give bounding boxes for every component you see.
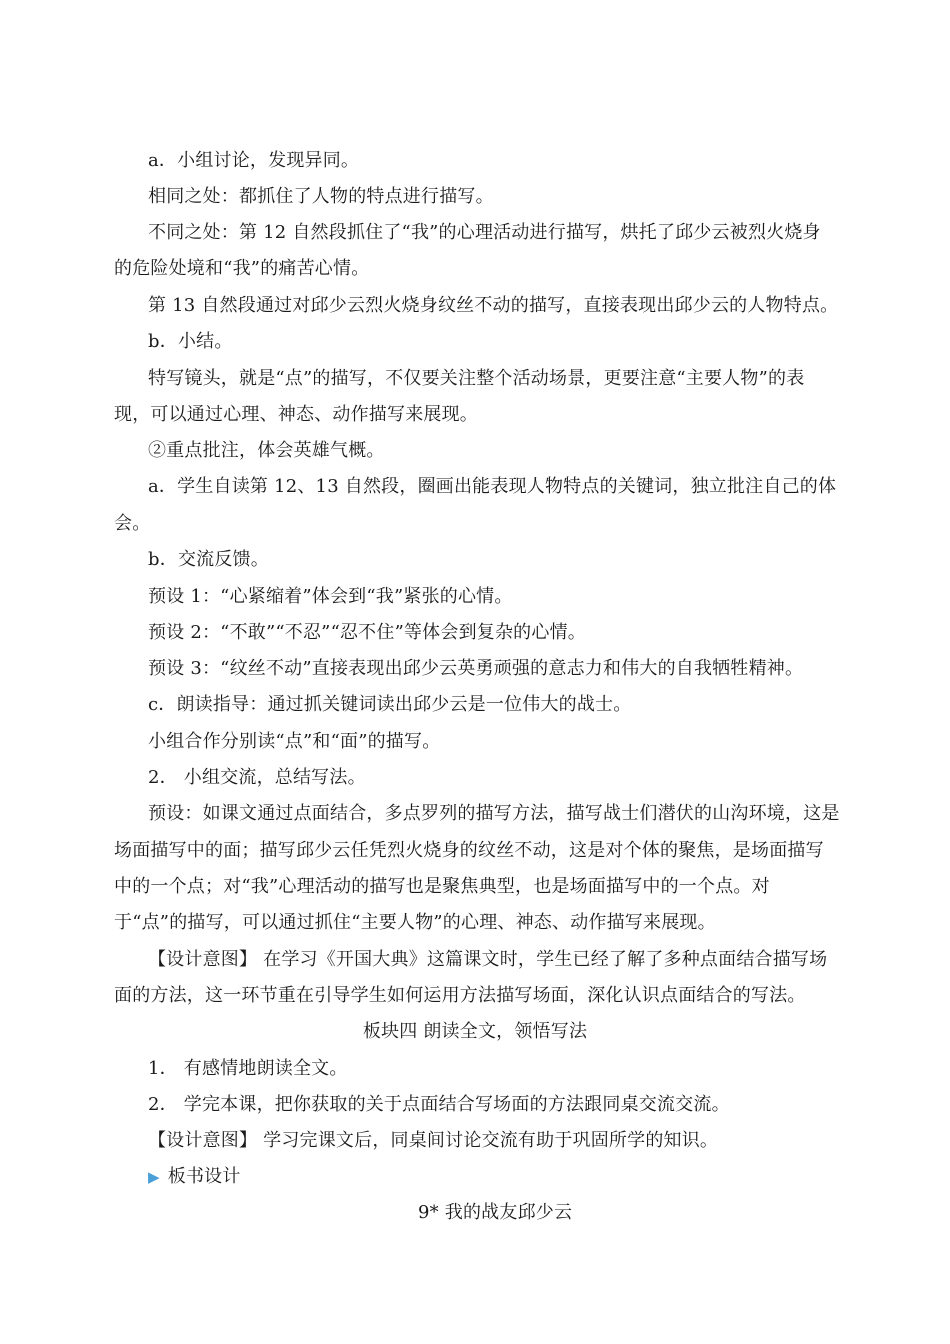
paragraph-line: 于“点”的描写，可以通过抓住“主要人物”的心理、神态、动作描写来展现。	[114, 912, 716, 933]
design-intent-line: 【设计意图】 学习完课文后，同桌间讨论交流有助于巩固所学的知识。	[148, 1130, 719, 1151]
paragraph-line: c．朗读指导：通过抓关键词读出邱少云是一位伟大的战士。	[148, 694, 632, 715]
paragraph-line: b．交流反馈。	[148, 549, 269, 570]
paragraph-line: 现，可以通过心理、神态、动作描写来展现。	[114, 404, 478, 425]
paragraph-line: 第 13 自然段通过对邱少云烈火烧身纹丝不动的描写，直接表现出邱少云的人物特点。	[148, 295, 839, 316]
paragraph-line: b．小结。	[148, 331, 233, 352]
paragraph-line: 预设 2：“不敢”“不忍”“忍不住”等体会到复杂的心情。	[148, 622, 586, 643]
paragraph-line: 面的方法，这一环节重在引导学生如何运用方法描写场面，深化认识点面结合的写法。	[114, 985, 806, 1006]
paragraph-line: a．学生自读第 12、13 自然段，圈画出能表现人物特点的关键词，独立批注自己的体	[148, 476, 837, 497]
paragraph-line: 1． 有感情地朗读全文。	[148, 1058, 348, 1079]
section-heading: 板块四 朗读全文，领悟写法	[362, 1021, 588, 1042]
board-design-heading	[148, 1164, 864, 1190]
paragraph-line: 特写镜头，就是“点”的描写，不仅要关注整个活动场景，更要注意“主要人物”的表	[148, 368, 805, 389]
lesson-title: 9* 我的战友邱少云	[418, 1202, 573, 1223]
paragraph-line: a．小组讨论，发现异同。	[148, 150, 360, 171]
design-intent-line: 【设计意图】 在学习《开国大典》这篇课文时，学生已经了解了多种点面结合描写场	[148, 949, 828, 970]
paragraph-line: 的危险处境和“我”的痛苦心情。	[114, 258, 370, 279]
paragraph-line: 2． 学完本课，把你获取的关于点面结合写场面的方法跟同桌交流交流。	[148, 1094, 730, 1115]
paragraph-line: 相同之处：都抓住了人物的特点进行描写。	[148, 186, 494, 207]
paragraph-line: 预设 1：“心紧缩着”体会到“我”紧张的心情。	[148, 586, 513, 607]
paragraph-line: ②重点批注，体会英雄气概。	[148, 440, 385, 461]
paragraph-line: 预设：如课文通过点面结合，多点罗列的描写方法，描写战士们潜伏的山沟环境，这是	[148, 803, 840, 824]
paragraph-line: 2． 小组交流，总结写法。	[148, 767, 366, 788]
paragraph-line: 会。	[114, 513, 151, 534]
triangle-right-icon: ▶	[148, 1168, 160, 1186]
board-design-label: 板书设计	[167, 1166, 241, 1187]
paragraph-line: 小组合作分别读“点”和“面”的描写。	[148, 731, 441, 752]
paragraph-line: 中的一个点；对“我”心理活动的描写也是聚焦典型，也是场面描写中的一个点。对	[114, 876, 770, 897]
paragraph-line: 不同之处：第 12 自然段抓住了“我”的心理活动进行描写，烘托了邱少云被烈火烧身	[148, 222, 821, 243]
paragraph-line: 预设 3：“纹丝不动”直接表现出邱少云英勇顽强的意志力和伟大的自我牺牲精神。	[148, 658, 804, 679]
paragraph-line: 场面描写中的面；描写邱少云任凭烈火烧身的纹丝不动，这是对个体的聚焦，是场面描写	[114, 840, 824, 861]
